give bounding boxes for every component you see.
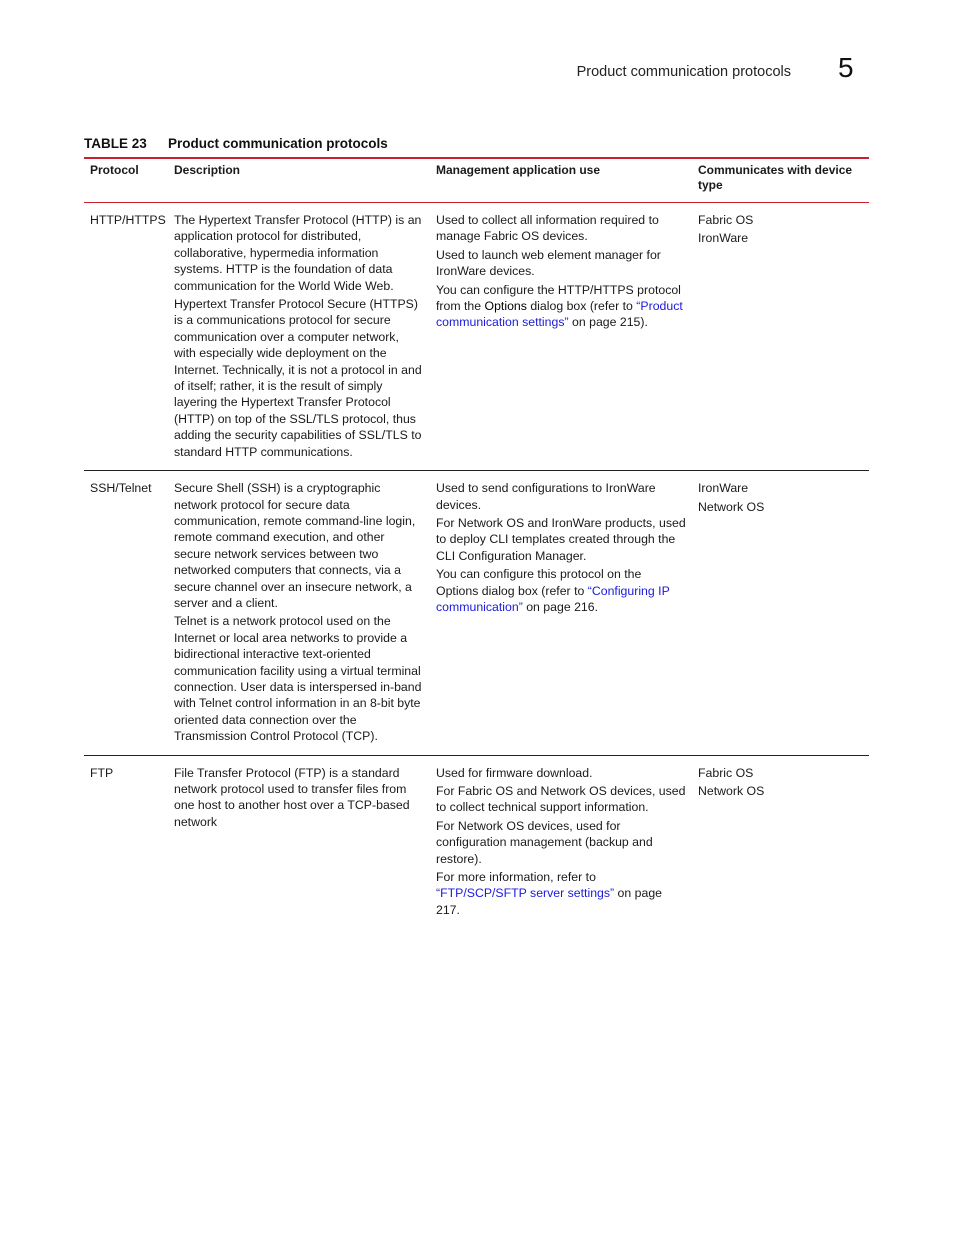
use-paragraph <box>436 869 686 918</box>
management-use-cell <box>430 471 692 756</box>
table-row <box>84 755 869 928</box>
use-text: dialog box (refer to <box>526 299 637 314</box>
use-paragraph: For Fabric OS and Network OS devices, used to collect technical support information. <box>436 784 686 815</box>
chapter-number: 5 <box>838 52 854 83</box>
link-product-communication-settings[interactable]: “Product communication settings” <box>436 299 683 330</box>
device-type-cell <box>692 755 869 928</box>
device-type: Fabric OS <box>698 213 754 227</box>
column-header-protocol: Protocol <box>84 158 168 203</box>
link-ftp-scp-sftp-server-settings[interactable]: “FTP/SCP/SFTP server settings” <box>436 886 615 901</box>
description-cell <box>168 471 430 756</box>
description-paragraph: Secure Shell (SSH) is a cryptographic network protocol for secure data communication, remote command-line login, remote command execution, and other secure network services between two networked computers that connects, via a secure channel over an insecure network, a server and a client. <box>174 481 416 610</box>
running-header-title: Product communication protocols <box>576 64 791 80</box>
use-paragraph <box>436 282 686 331</box>
description-cell <box>168 755 430 928</box>
description-paragraph: File Transfer Protocol (FTP) is a standard network protocol used to transfer files from one host to another host over a TCP-based network <box>174 765 410 829</box>
use-text: For more information, refer to <box>436 870 596 885</box>
protocol-cell: HTTP/HTTPS <box>84 203 168 471</box>
device-type-cell <box>692 203 869 471</box>
table-header-row <box>84 158 869 203</box>
table-row <box>84 471 869 756</box>
use-text: on page 216. <box>522 599 599 614</box>
use-text: You can configure this protocol on the Options dialog box (refer to <box>436 567 642 598</box>
device-type: Fabric OS <box>698 765 754 780</box>
protocol-cell: SSH/Telnet <box>84 471 168 756</box>
column-header-description: Description <box>168 158 430 203</box>
use-text: on page 217. <box>436 886 662 917</box>
use-paragraph: For Network OS and IronWare products, used to deploy CLI templates created through the CLI Configuration Manager. <box>436 515 686 563</box>
use-paragraph <box>436 566 686 615</box>
options-term: Options <box>484 299 527 314</box>
management-use-cell <box>430 203 692 471</box>
description-cell <box>168 203 430 471</box>
table-caption <box>84 136 388 151</box>
device-type: IronWare <box>698 231 749 246</box>
device-type-cell <box>692 471 869 756</box>
description-paragraph: Hypertext Transfer Protocol Secure (HTTPS) is a communications protocol for secure communication over a computer network, with especially wide deployment on the Internet. Technically, it is not a protocol in and of itself; rather, it is the result of simply layering the Hypertext Transfer Protocol (HTTP) on top of the SSL/TLS protocol, thus adding the security capabilities of SSL/TLS to standard HTTP communications. <box>174 297 422 459</box>
description-paragraph: Telnet is a network protocol used on the Internet or local area networks to provide a bidirectional interactive text-oriented communication facility using a virtual terminal connection. User data is interspersed in-band with Telnet control information in an 8-bit byte oriented data connection over the Transmission Control Protocol (TCP). <box>174 614 422 744</box>
use-paragraph: Used to send configurations to IronWare devices. <box>436 481 656 512</box>
management-use-cell <box>430 755 692 928</box>
device-type: Network OS <box>698 499 765 514</box>
protocol-cell: FTP <box>90 765 114 780</box>
description-paragraph: The Hypertext Transfer Protocol (HTTP) is an application protocol for distributed, collaborative, hypermedia information systems. HTTP is the foundation of data communication for the World Wide Web. <box>174 213 422 293</box>
link-configuring-ip-communication[interactable]: “Configuring IP communication” <box>436 583 670 614</box>
device-type: Network OS <box>698 784 765 798</box>
use-paragraph: Used to collect all information required to manage Fabric OS devices. <box>436 213 659 244</box>
table-row <box>84 203 869 471</box>
use-text: on page 215). <box>568 315 648 330</box>
table-number: TABLE 23 <box>84 136 147 151</box>
protocol-table <box>84 157 869 928</box>
use-paragraph: Used to launch web element manager for IronWare devices. <box>436 247 661 279</box>
column-header-management-use: Management application use <box>430 158 692 203</box>
use-text: You can configure the HTTP/HTTPS protocol from the <box>436 282 681 314</box>
use-paragraph: For Network OS devices, used for configuration management (backup and restore). <box>436 818 653 866</box>
table-title: Product communication protocols <box>168 136 388 151</box>
column-header-device-type: Communicates with device type <box>692 158 869 203</box>
device-type: IronWare <box>698 481 749 496</box>
use-paragraph: Used for firmware download. <box>436 765 593 780</box>
